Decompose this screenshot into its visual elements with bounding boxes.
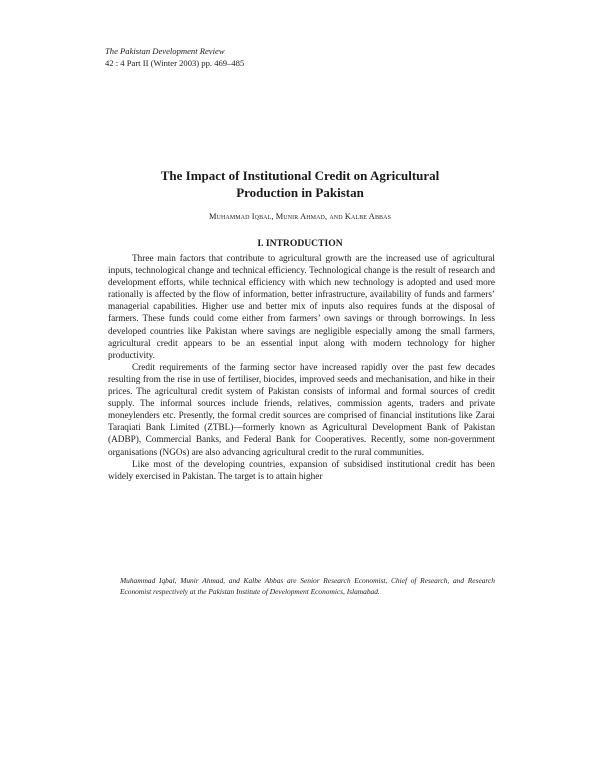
paragraph-2: Credit requirements of the farming sector have increased rapidly over the past few decades resulting from the rise in use of fertiliser, biocides, improved seeds and mechanisation, and hike in their prices. The agricultural credit system of Pakistan consists of informal and formal sources of credit supply. The informal sources include friends, relatives, commission agents, traders and private moneylenders etc. Presently, the formal credit sources are comprised of financial institutions like Zarai Taraqiati Bank Limited (ZTBL)—formerly known as Agricultural Development Bank of Pakistan (ADBP), Commercial Banks, and Federal Bank for Cooperatives. Recently, some non-government organisations (NGOs) are also advancing agricultural credit to the rural communities.: [108, 362, 495, 458]
author-names: Muhammad Iqbal, Munir Ahmad, and Kalbe Abbas: [208, 212, 392, 221]
journal-name: The Pakistan Development Review: [105, 46, 225, 56]
section-heading: I. INTRODUCTION: [257, 238, 343, 249]
author-footnote: Muhammad Iqbal, Munir Ahmad, and Kalbe Abbas are Senior Research Economist, Chief of Research, and Research Economist respectively at the Pakistan Institute of Development Economics, Islamabad.: [120, 576, 495, 596]
paper-title-line-1: The Impact of Institutional Credit on Agricultural: [160, 168, 440, 183]
journal-header: [105, 46, 244, 69]
paragraph-3: Like most of the developing countries, expansion of subsidised institutional credit has been widely exercised in Pakistan. The target is to attain higher: [108, 459, 495, 482]
footnote-rule: [108, 569, 148, 570]
paper-title: [105, 167, 495, 201]
paper-title-line-2: Production in Pakistan: [236, 185, 364, 200]
journal-issue: 42 : 4 Part II (Winter 2003) pp. 469–485: [105, 57, 245, 68]
body-text: [108, 253, 495, 483]
author-line: [105, 212, 495, 221]
paragraph-1: Three main factors that contribute to agricultural growth are the increased use of agricultural inputs, technological change and technical efficiency. Technological change is the result of research and development efforts, while technical efficiency with which new technology is adopted and used more rationally is affected by the flow of information, better infrastructure, availability of funds and farmers’ managerial capabilities. Higher use and better mix of inputs also requires funds at the disposal of farmers. These funds could come either from farmers’ own savings or through borrowings. In less developed countries like Pakistan where savings are negligible especially among the small farmers, agricultural credit appears to be an essential input along with modern technology for higher productivity.: [108, 254, 495, 361]
